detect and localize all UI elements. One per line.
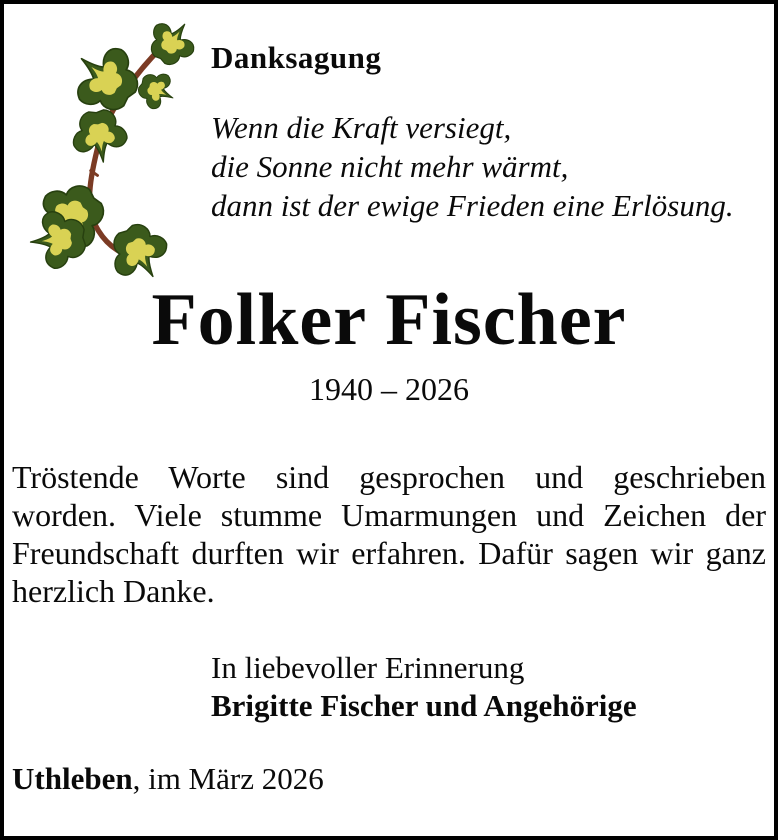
paragraph-line: worden. Viele stumme Umarmungen und Zeichen der: [12, 497, 766, 533]
date-text: , im März 2026: [132, 761, 324, 796]
place-date-line: [12, 759, 324, 799]
paragraph-line: Freundschaft durften wir erfahren. Dafür sagen wir ganz: [12, 535, 766, 571]
family-names: Brigitte Fischer und Angehörige: [211, 688, 637, 723]
paragraph-line: Tröstende Worte sind gesprochen und geschrieben: [12, 459, 766, 495]
verse-line: Wenn die Kraft versiegt,: [211, 110, 512, 145]
ivy-vine-icon: [15, 20, 215, 292]
memorial-verse: [211, 108, 734, 225]
closing-block: [211, 649, 637, 725]
closing-remembrance: In liebevoller Erinnerung: [211, 650, 525, 685]
verse-line: die Sonne nicht mehr wärmt,: [211, 149, 569, 184]
life-years: 1940 – 2026: [309, 371, 469, 407]
notice-heading: Danksagung: [211, 40, 382, 75]
place-name: Uthleben: [12, 761, 133, 796]
verse-line: dann ist der ewige Frieden eine Erlösung.: [211, 188, 734, 223]
thanks-paragraph: [12, 458, 766, 610]
deceased-name: Folker Fischer: [151, 279, 627, 361]
paragraph-line: herzlich Danke.: [12, 573, 215, 609]
